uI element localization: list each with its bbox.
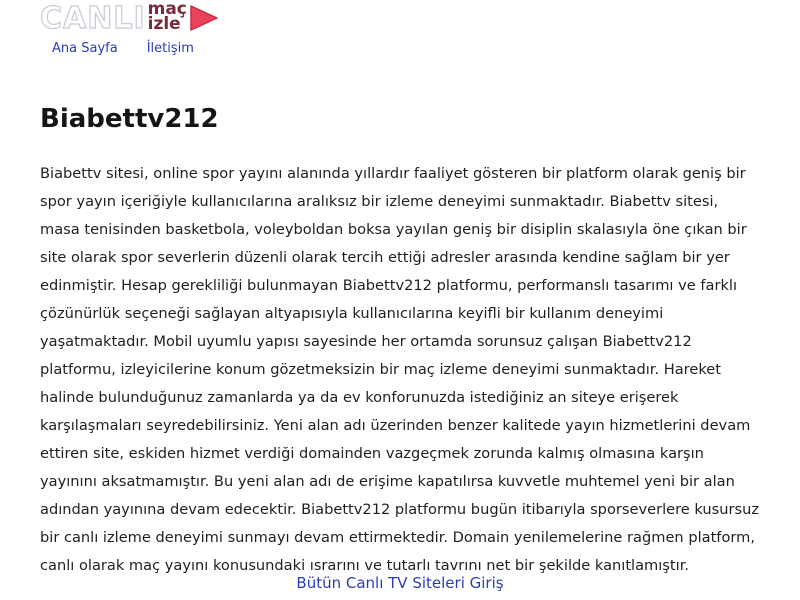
site-logo[interactable] [40, 0, 219, 38]
article-body: Biabettv sitesi, online spor yayını alanında yıllardır faaliyet gösteren bir platform olarak geniş bir spor yayın içeriğiyle kullanıcılarına aralıksız bir izleme deneyimi sunmaktadır. Biabettv sitesi, masa tenisinden basketbola, voleyboldan boksa yayılan geniş bir disiplin skalasıyla öne çıkan bir site olarak spor severlerin düzenli olarak tercih ettiği adresler arasında kendine sağlam bir yer edinmiştir. Hesap gerekliliği bulunmayan Biabettv212 platformu, performanslı tasarımı ve farklı çözünürlük seçeneği sağlayan altyapısıyla kullanıcılarına keyifli bir kullanım deneyimi yaşatmaktadır. Mobil uyumlu yapısı sayesinde her ortamda sorunsuz çalışan Biabettv212 platformu, izleyicilerine konum gözetmeksizin bir maç izleme deneyimi sunmaktadır. Hareket halinde bulunduğunuz zamanlarda ya da ev konforunuzda istediğiniz an siteye erişerek karşılaşmaları seyredebilirsiniz. Yeni alan adı üzerinden benzer kalitede yayın hizmetlerini devam ettiren site, eskiden hizmet verdiği domainden vazgeçmek zorunda kalmış olmasına karşın yayınını aksatmamıştır. Bu yeni alan adı de erişime kapatılırsa kuvvetle muhtemel yeni bir alan adından yayınına devam edecektir. Biabettv212 platformu bugün itibarıyla sporseverlere kusursuz bir canlı izleme deneyimi sunmayı devam ettirmektedir. Domain yenilemelerine rağmen platform, canlı olarak maç yayını konusundaki ısrarını ve tutarlı tavrını net bir şekilde kanıtlamıştır. [40, 165, 760, 574]
logo-word-canli: CANLI [40, 1, 146, 36]
play-icon [189, 4, 219, 36]
main-nav [52, 41, 194, 56]
logo-word-izle: izle [147, 14, 181, 34]
footer-link-container [0, 573, 800, 592]
logo-word-stack [148, 2, 187, 33]
nav-link-contact[interactable]: İletişim [146, 41, 194, 56]
page-title: Biabettv212 [40, 104, 219, 134]
all-tv-sites-link[interactable]: Bütün Canlı TV Siteleri Giriş [296, 574, 504, 592]
nav-link-home[interactable]: Ana Sayfa [52, 41, 118, 56]
logo-word-mac: maç [147, 0, 187, 19]
